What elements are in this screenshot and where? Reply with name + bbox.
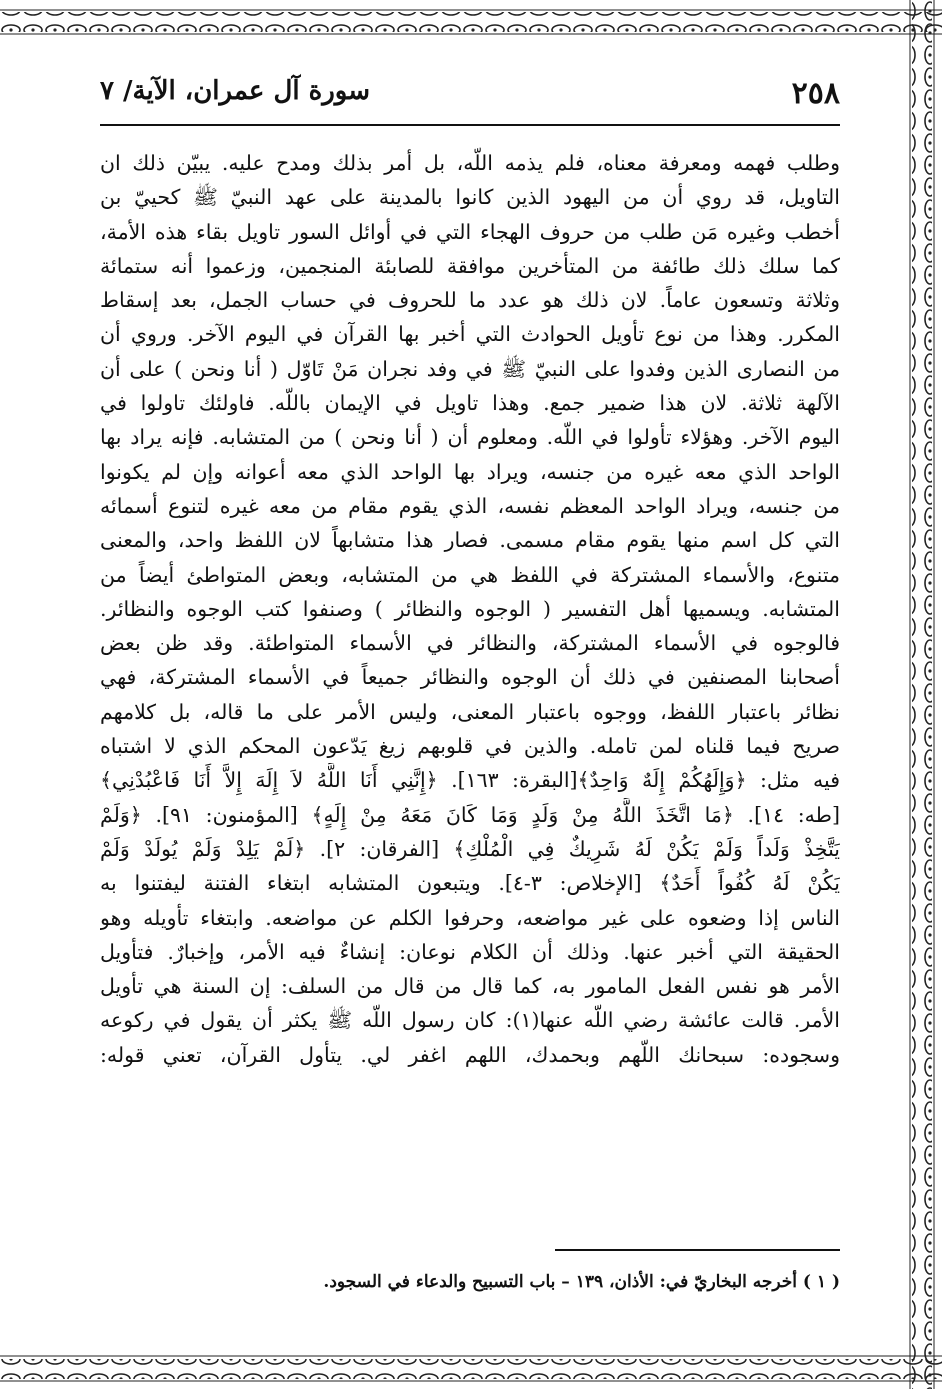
running-title: سورة آل عمران، الآية/ ٧ xyxy=(100,76,371,106)
text-line: التي كل اسم منها يقوم مقام مسمى. فصار هذا متشابهاً لان اللفظ واحد، والمعنى xyxy=(100,528,840,553)
ornamental-border-bottom xyxy=(0,1349,942,1389)
text-line: وسجوده: سبحانك اللّهم وبحمدك، اللهم اغفر لي. يتأول القرآن، تعني قوله: xyxy=(100,1042,840,1067)
ornamental-border-right xyxy=(900,0,942,1389)
text-line: الحقيقة التي أخبر عنها. وذلك أن الكلام نوعان: إنشاءٌ فيه الأمر، وإخبارٌ. فتأويل xyxy=(100,939,840,964)
text-line: الآلهة ثلاثة. لان هذا ضمير جمع. وهذا تاويل في الإيمان باللّه. فاولئك تاولوا في xyxy=(100,391,840,416)
text-line: من جنسه، ويراد الواحد المعظم نفسه، الذي يقوم مقام من معه غيره لتنوع أسمائه xyxy=(100,493,840,518)
text-line: فالوجوه في الأسماء المشتركة، والنظائر في الأسماء المتواطئة. وقد ظن بعض xyxy=(100,631,840,656)
text-line: الأمر هو نفس الفعل المامور به، كما قال من قال من السلف: إن السنة هي تأويل xyxy=(100,974,840,999)
text-line: أصحابنا المصنفين في ذلك أن الوجوه والنظائر جميعاً في الأسماء المشتركة، فهي xyxy=(100,665,840,690)
text-line: الواحد الذي معه غيره من جنسه، ويراد بها الواحد الذي معه أعوانه وإن لم يكونوا xyxy=(100,459,840,484)
text-line: كما سلك ذلك طائفة من المتأخرين موافقة للصابئة المنجمين، وزعموا أنه ستمائة xyxy=(100,253,840,278)
text-line: الناس إذا وضعوه على غير مواضعه، وحرفوا الكلم عن مواضعه. وابتغاء تأويله وهو xyxy=(100,905,840,930)
text-line: وطلب فهمه ومعرفة معناه، فلم يذمه اللّه، بل أمر بذلك ومدح عليه. يبيّن ذلك ان xyxy=(100,151,840,175)
text-line: الأمر. قالت عائشة رضي اللّه عنها(١): كان رسول اللّه ﷺ يكثر أن يقول في ركوعه xyxy=(100,1008,840,1033)
text-line: صريح فيما قلناه لمن تامله. والذين في قلوبهم زيغ يَدّعون المحكم الذي لا اشتباه xyxy=(100,734,840,759)
text-line: يَتَّخِذْ وَلَداً وَلَمْ يَكُنْ لَهُ شَرِيكٌ فِي الْمُلْكِ﴾ [الفرقان: ٢]. ﴿لَمْ يَلِدْ وَلَمْ يُولَدْ وَلَمْ xyxy=(100,836,840,861)
text-line: وثلاثة وتسعون عاماً. لان ذلك هو عدد ما للحروف في حساب الجمل، بعد إسقاط xyxy=(100,288,840,313)
footnote: ( ١ ) أخرجه البخاريّ في: الأذان، ١٣٩ – باب التسبيح والدعاء في السجود. xyxy=(323,1272,840,1292)
text-line: المكرر. وهذا من نوع تأويل الحوادث التي أخبر بها القرآن في اليوم الآخر. وروي أن xyxy=(100,322,840,347)
page-header xyxy=(100,72,840,124)
text-line: فيه مثل: ﴿وَإِلَهُكُمْ إِلَهٌ وَاحِدٌ﴾[البقرة: ١٦٣]. ﴿إِنَّنِي أَنَا اللَّهُ لاَ إِلَهَ إِلاَّ أَنَا فَاعْبُدْنِي﴾ xyxy=(100,768,840,793)
text-line: أخطب وغيره مَن طلب من حروف الهجاء التي في أوائل السور تاويل بقاء هذه الأمة، xyxy=(100,219,840,244)
text-line: متنوع، والأسماء المشتركة في اللفظ هي من المتشابه، وبعض المتواطئ أيضاً من xyxy=(100,562,840,587)
text-line: المتشابه. ويسميها أهل التفسير ( الوجوه والنظائر ) وصنفوا كتب الوجوه والنظائر. xyxy=(100,596,840,621)
header-rule xyxy=(100,124,840,126)
text-line: من النصارى الذين وفدوا على النبيّ ﷺ في وفد نجران مَنْ تَاوّل ( أنا ونحن ) على أن xyxy=(100,356,840,381)
body-text xyxy=(100,146,840,1072)
footnote-rule xyxy=(555,1249,840,1251)
text-line: [طه: ١٤]. ﴿مَا اتَّخَذَ اللَّهُ مِنْ وَلَدٍ وَمَا كَانَ مَعَهُ مِنْ إِلَهٍ﴾ [المؤمنون: ٩١]. ﴿وَلَمْ xyxy=(100,802,840,827)
ornamental-border-top xyxy=(0,0,942,40)
page-number: ٢٥٨ xyxy=(791,76,840,111)
text-line: اليوم الآخر. وهؤلاء تأولوا في اللّه. ومعلوم أن ( أنا ونحن ) من المتشابه. فإنه يراد بها xyxy=(100,425,840,450)
text-line: يَكُنْ لَهُ كُفُواً أَحَدٌ﴾ [الإخلاص: ٣-٤]. ويتبعون المتشابه ابتغاء الفتنة ليفتنوا به xyxy=(100,871,840,896)
text-line: نظائر باعتبار اللفظ، ووجوه باعتبار المعنى، وليس الأمر على ما قاله، بل كلامهم xyxy=(100,699,840,724)
text-line: التاويل، قد روي أن من اليهود الذين كانوا بالمدينة على عهد النبيّ ﷺ كحييّ بن xyxy=(100,185,840,210)
